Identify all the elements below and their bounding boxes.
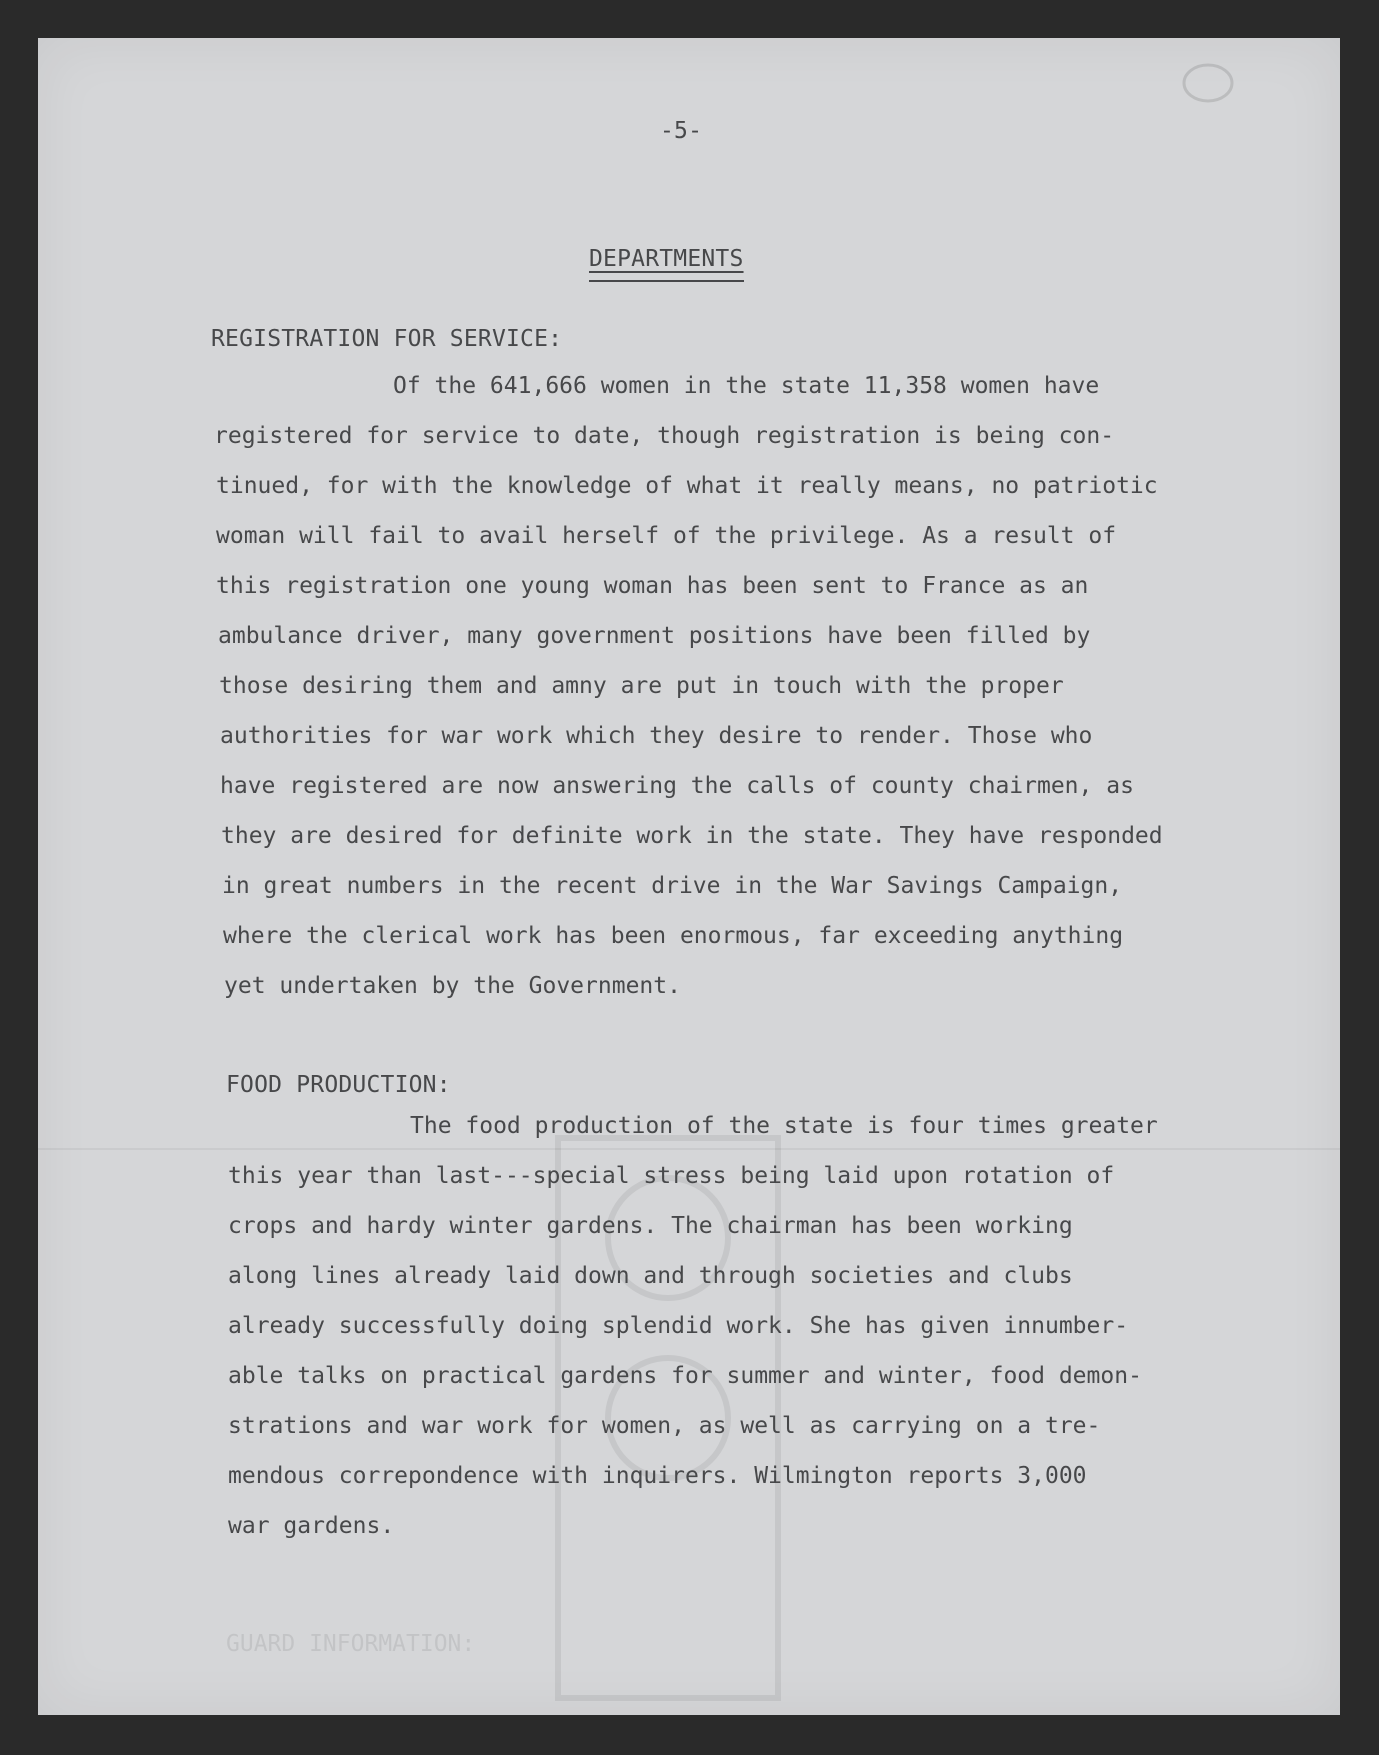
text-line: authorities for war work which they desire to render. Those who <box>220 723 1093 749</box>
text-line: Of the 641,666 women in the state 11,358 women have <box>393 373 1100 399</box>
text-line: this registration one young woman has been sent to France as an <box>216 573 1089 599</box>
text-line: they are desired for definite work in the state. They have responded <box>221 823 1163 849</box>
page-number: -5- <box>660 118 703 144</box>
text-line: mendous correpondence with inquirers. Wilmington reports 3,000 <box>228 1463 1087 1489</box>
text-line: in great numbers in the recent drive in the War Savings Campaign, <box>222 873 1123 899</box>
text-line: The food production of the state is four times greater <box>410 1113 1158 1139</box>
text-line: where the clerical work has been enormous, far exceeding anything <box>223 923 1124 949</box>
stamp-mark-icon <box>1178 58 1238 108</box>
text-line: along lines already laid down and through societies and clubs <box>228 1263 1073 1289</box>
section-label-registration: REGISTRATION FOR SERVICE: <box>211 326 563 352</box>
text-line: yet undertaken by the Government. <box>224 973 681 999</box>
faded-section-label: GUARD INFORMATION: <box>226 1631 476 1657</box>
text-line: this year than last---special stress being laid upon rotation of <box>228 1163 1115 1189</box>
text-line: war gardens. <box>228 1513 395 1539</box>
text-line: registered for service to date, though registration is being con- <box>214 423 1115 449</box>
document-page <box>38 38 1340 1715</box>
text-line: woman will fail to avail herself of the privilege. As a result of <box>216 523 1117 549</box>
paper-fold <box>38 1148 1340 1150</box>
text-line: strations and war work for women, as well as carrying on a tre- <box>228 1413 1101 1439</box>
page-heading: DEPARTMENTS <box>589 246 744 272</box>
text-line: ambulance driver, many government positions have been filled by <box>218 623 1091 649</box>
text-line: able talks on practical gardens for summer and winter, food demon- <box>228 1363 1142 1389</box>
text-line: have registered are now answering the calls of county chairmen, as <box>220 773 1134 799</box>
text-line: already successfully doing splendid work. She has given innumber- <box>228 1313 1129 1339</box>
text-line: tinued, for with the knowledge of what it really means, no patriotic <box>216 473 1158 499</box>
text-line: those desiring them and amny are put in touch with the proper <box>219 673 1064 699</box>
section-label-food-production: FOOD PRODUCTION: <box>226 1072 451 1098</box>
text-line: crops and hardy winter gardens. The chairman has been working <box>228 1213 1073 1239</box>
